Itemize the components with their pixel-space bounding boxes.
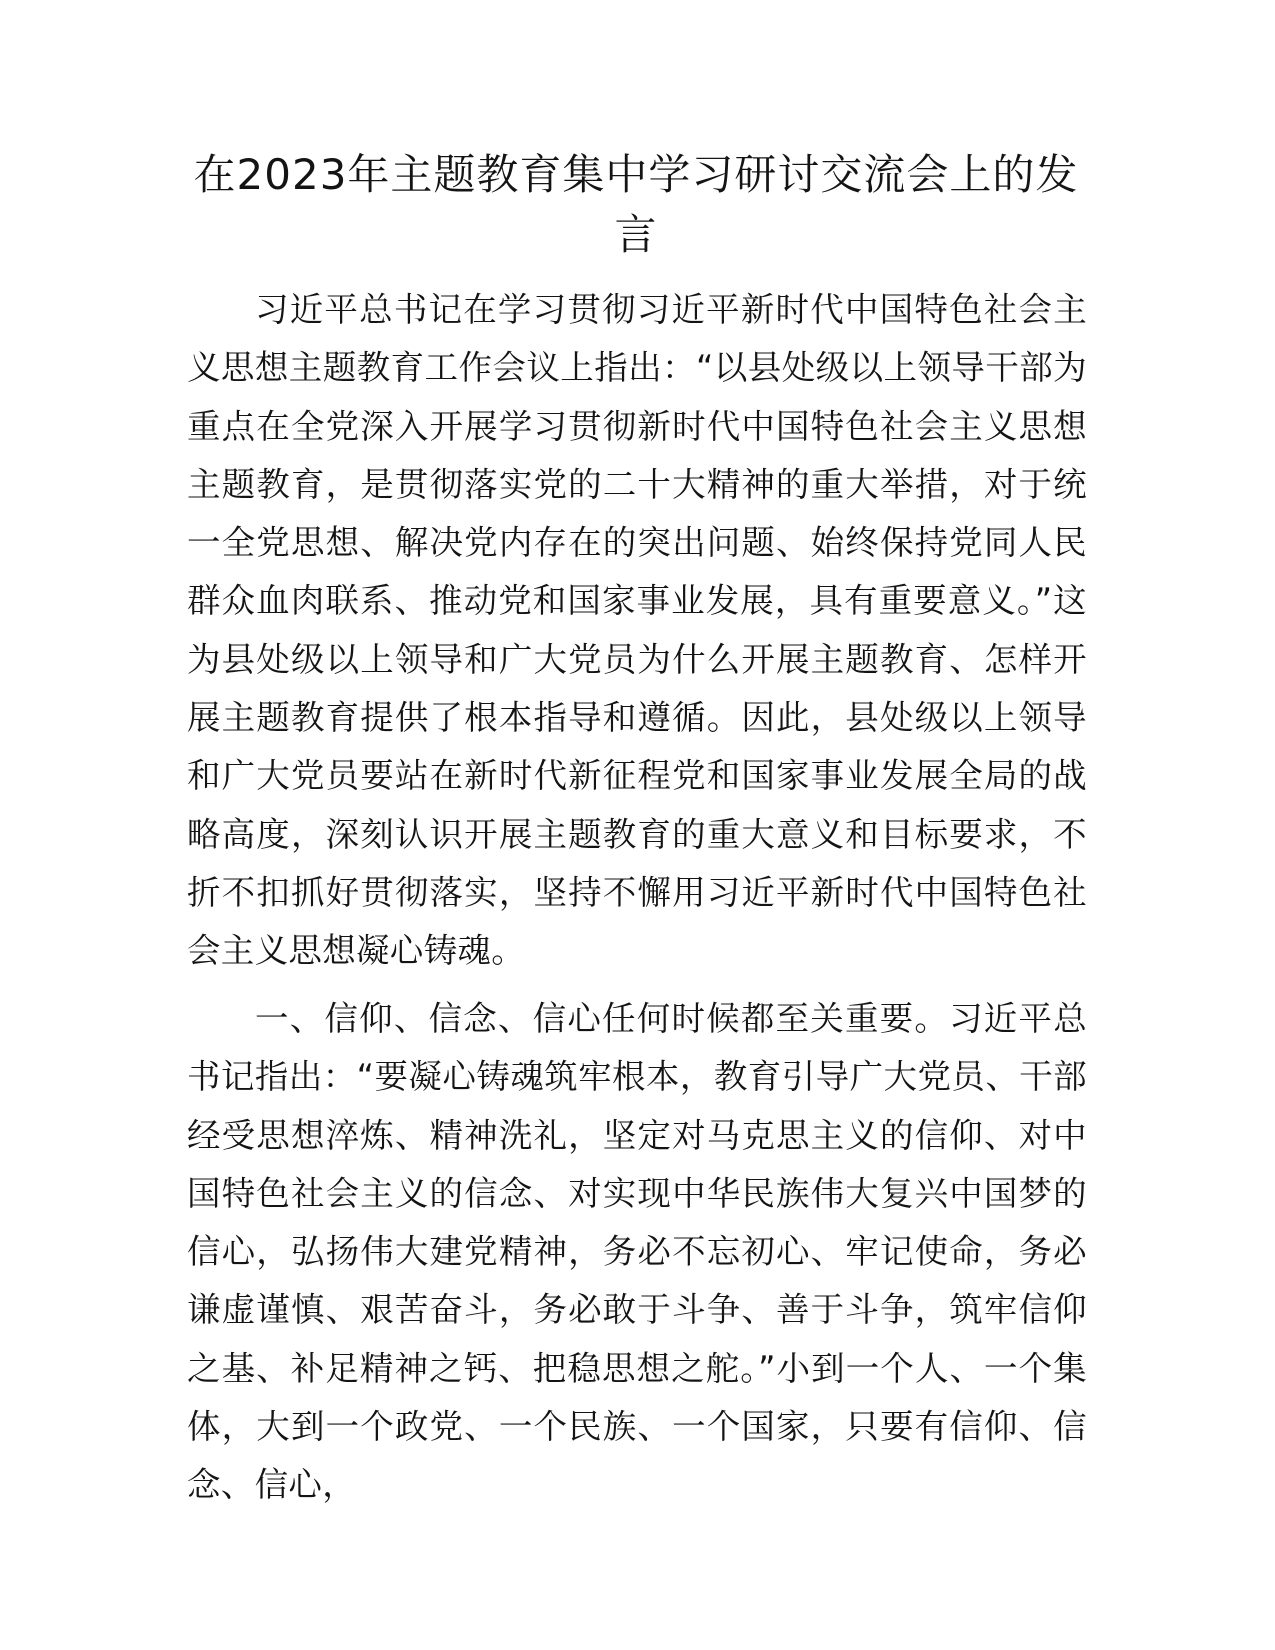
document-title: 在2023年主题教育集中学习研讨交流会上的发言 [193, 150, 1079, 259]
body-paragraph-1: 习近平总书记在学习贯彻习近平新时代中国特色社会主义思想主题教育工作会议上指出：“以县处级以上领导干部为重点在全党深入开展学习贯彻新时代中国特色社会主义思想主题教育，是贯彻落实党的二十大精神的重大举措，对于统一全党思想、解决党内存在的突出问题、始终保持党同人民群众血肉联系、推动党和国家事业发展，具有重要意义。”这为县处级以上领导和广大党员为什么开展主题教育、怎样开展主题教育提供了根本指导和遵循。因此，县处级以上领导和广大党员要站在新时代新征程党和国家事业发展全局的战略高度，深刻认识开展主题教育的重大意义和目标要求，不折不扣抓好贯彻落实，坚持不懈用习近平新时代中国特色社会主义思想凝心铸魂。 [187, 290, 1087, 971]
body-paragraph-2: 一、信仰、信念、信心任何时候都至关重要。习近平总书记指出：“要凝心铸魂筑牢根本，教育引导广大党员、干部经受思想淬炼、精神洗礼，坚定对马克思主义的信仰、对中国特色社会主义的信念、对实现中华民族伟大复兴中国梦的信心，弘扬伟大建党精神，务必不忘初心、牢记使命，务必谦虚谨慎、艰苦奋斗，务必敢于斗争、善于斗争，筑牢信仰之基、补足精神之钙、把稳思想之舵。”小到一个人、一个集体，大到一个政党、一个民族、一个国家，只要有信仰、信念、信心， [187, 999, 1087, 1505]
